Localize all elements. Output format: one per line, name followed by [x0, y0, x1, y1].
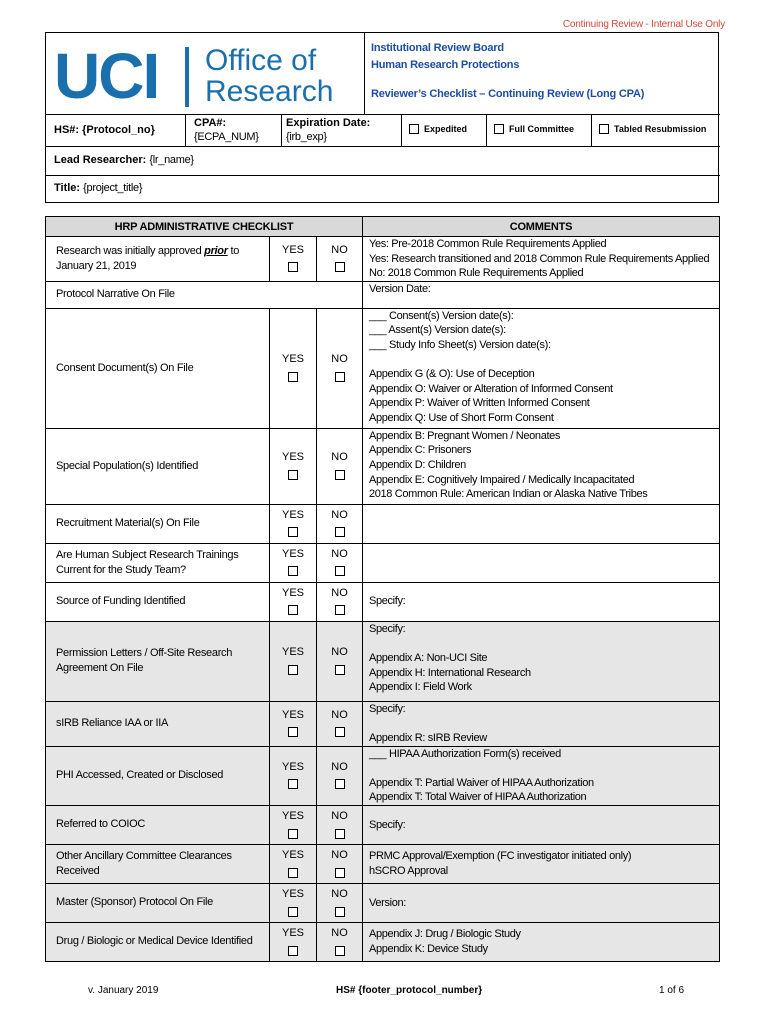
- checklist-header-row: [46, 217, 720, 237]
- question-text: Are Human Subject Research Trainings Current for the Study Team?: [56, 548, 239, 576]
- title-value[interactable]: {project_title}: [83, 182, 143, 194]
- expedited-label: Expedited: [424, 124, 468, 134]
- yes-label: YES: [281, 586, 304, 599]
- comment-line: Version Date:: [369, 282, 431, 295]
- checklist-row: [46, 504, 720, 543]
- checklist-question: [46, 428, 270, 504]
- logo-office-line2: Research: [205, 75, 334, 108]
- form-title: Reviewer’s Checklist – Continuing Review (Long CPA): [371, 88, 645, 100]
- comment-line: PRMC Approval/Exemption (FC investigator initiated only): [369, 850, 632, 863]
- no-checkbox[interactable]: [335, 829, 345, 839]
- yes-cell[interactable]: [270, 922, 317, 961]
- checklist-row: [46, 805, 720, 844]
- hrp-checklist-table: [45, 216, 720, 962]
- comment-line: Specify:: [369, 622, 406, 635]
- comments-cell[interactable]: [363, 746, 720, 805]
- comments-cell[interactable]: [363, 237, 720, 282]
- checklist-row: [46, 582, 720, 621]
- logo-office-text: [205, 45, 333, 107]
- checklist-question: [46, 621, 270, 701]
- no-cell[interactable]: [317, 883, 363, 922]
- comments-cell[interactable]: [363, 621, 720, 701]
- lead-researcher-value[interactable]: {lr_name}: [149, 154, 194, 166]
- comment-line: Yes: Research transitioned and 2018 Common Rule Requirements Applied: [369, 252, 710, 265]
- irb-name: Institutional Review Board: [371, 42, 504, 54]
- yes-label: YES: [281, 353, 304, 366]
- yes-label: YES: [281, 760, 304, 773]
- review-type-tabled-resubmission[interactable]: [591, 115, 720, 146]
- comments-cell[interactable]: [363, 883, 720, 922]
- yes-checkbox[interactable]: [288, 605, 298, 615]
- full-committee-checkbox[interactable]: [494, 124, 504, 134]
- no-checkbox[interactable]: [335, 868, 345, 878]
- no-label: NO: [331, 926, 348, 939]
- no-cell[interactable]: [317, 844, 363, 883]
- yes-checkbox[interactable]: [288, 868, 298, 878]
- yes-label: YES: [281, 243, 304, 256]
- yes-cell[interactable]: [270, 543, 317, 582]
- yes-checkbox[interactable]: [288, 566, 298, 576]
- comment-line: Appendix R: sIRB Review: [369, 731, 487, 744]
- yes-checkbox[interactable]: [288, 372, 298, 382]
- no-checkbox[interactable]: [335, 262, 345, 272]
- title-field: [54, 182, 142, 194]
- yes-cell[interactable]: [270, 504, 317, 543]
- question-text: Research was initially approved: [56, 244, 205, 257]
- expiration-cell: [281, 115, 401, 146]
- comments-cell[interactable]: [363, 805, 720, 844]
- no-label: NO: [331, 887, 348, 900]
- no-cell[interactable]: [317, 922, 363, 961]
- comment-line: Appendix H: International Research: [369, 666, 531, 679]
- checklist-row: [46, 308, 720, 428]
- cpa-cell: [185, 115, 281, 146]
- question-text: Permission Letters / Off-Site Research Agreement On File: [56, 647, 233, 675]
- id-row: [46, 114, 720, 146]
- irb-department: Human Research Protections: [371, 59, 520, 71]
- title-label: Title:: [54, 182, 81, 194]
- checklist-column-header: HRP ADMINISTRATIVE CHECKLIST: [46, 217, 363, 237]
- comment-line: Appendix T: Total Waiver of HIPAA Authorization: [369, 791, 587, 804]
- comment-line: Appendix A: Non-UCI Site: [369, 651, 488, 664]
- comment-line: Appendix G (& O): Use of Deception: [369, 368, 535, 381]
- checklist-row: [46, 701, 720, 746]
- yes-label: YES: [281, 926, 304, 939]
- title-row: [46, 175, 720, 203]
- header-block: [45, 32, 719, 203]
- yes-cell[interactable]: [270, 844, 317, 883]
- expiration-value[interactable]: {irb_exp}: [286, 131, 327, 143]
- yes-cell[interactable]: [270, 428, 317, 504]
- comment-line: [369, 716, 719, 731]
- no-label: NO: [331, 646, 348, 659]
- no-checkbox[interactable]: [335, 470, 345, 480]
- yes-checkbox[interactable]: [288, 262, 298, 272]
- full-committee-label: Full Committee: [509, 124, 575, 134]
- comment-line: Appendix B: Pregnant Women / Neonates: [369, 429, 561, 442]
- question-text: PHI Accessed, Created or Disclosed: [56, 769, 224, 782]
- no-checkbox[interactable]: [335, 527, 345, 537]
- checklist-row: [46, 883, 720, 922]
- comment-line: Appendix I: Field Work: [369, 681, 472, 694]
- checklist-row: [46, 428, 720, 504]
- comment-line: Version:: [369, 896, 406, 909]
- comment-line: Appendix P: Waiver of Written Informed Consent: [369, 397, 590, 410]
- yes-checkbox[interactable]: [288, 946, 298, 956]
- comment-line: 2018 Common Rule: American Indian or Alaska Native Tribes: [369, 488, 648, 501]
- lead-researcher-row: [46, 146, 720, 175]
- yes-label: YES: [281, 708, 304, 721]
- comment-line: [369, 353, 719, 368]
- comment-line: Appendix D: Children: [369, 458, 466, 471]
- yes-cell[interactable]: [270, 308, 317, 428]
- tabled-resubmission-label: Tabled Resubmission: [614, 124, 707, 134]
- lead-researcher-label: Lead Researcher:: [54, 154, 147, 166]
- comment-line: [369, 761, 719, 776]
- hs-field: [54, 124, 155, 136]
- comment-line: Appendix Q: Use of Short Form Consent: [369, 411, 554, 424]
- no-checkbox[interactable]: [335, 946, 345, 956]
- no-label: NO: [331, 353, 348, 366]
- question-text: Consent Document(s) On File: [56, 361, 194, 374]
- no-cell[interactable]: [317, 621, 363, 701]
- yes-label: YES: [281, 508, 304, 521]
- expiration-label: Expiration Date:: [286, 117, 371, 129]
- yes-cell[interactable]: [270, 746, 317, 805]
- hs-label: HS#:: [54, 124, 80, 136]
- question-text: Source of Funding Identified: [56, 595, 186, 608]
- comment-line: [369, 636, 719, 651]
- comment-line: Appendix C: Prisoners: [369, 444, 472, 457]
- question-text: Special Population(s) Identified: [56, 459, 199, 472]
- no-label: NO: [331, 708, 348, 721]
- no-label: NO: [331, 547, 348, 560]
- yes-label: YES: [281, 848, 304, 861]
- expedited-checkbox[interactable]: [409, 124, 419, 134]
- checklist-question: [46, 543, 270, 582]
- no-cell[interactable]: [317, 582, 363, 621]
- yes-cell[interactable]: [270, 621, 317, 701]
- comments-cell[interactable]: [363, 281, 720, 308]
- question-emphasis: prior: [204, 244, 228, 257]
- comment-line: Specify:: [369, 818, 406, 831]
- no-checkbox[interactable]: [335, 372, 345, 382]
- no-cell[interactable]: [317, 701, 363, 746]
- yes-cell[interactable]: [270, 701, 317, 746]
- no-cell[interactable]: [317, 746, 363, 805]
- comment-line: Specify:: [369, 595, 406, 608]
- yes-cell[interactable]: [270, 805, 317, 844]
- footer-hs-number: HS# {footer_protocol_number}: [336, 985, 483, 996]
- checklist-question: [46, 281, 363, 308]
- checklist-row: [46, 844, 720, 883]
- comment-line: Specify:: [369, 702, 406, 715]
- comment-line: Yes: Pre-2018 Common Rule Requirements Applied: [369, 238, 607, 250]
- question-text: Other Ancillary Committee Clearances Received: [56, 849, 232, 877]
- logo-uci-text: UCI: [54, 40, 159, 112]
- checklist-question: [46, 308, 270, 428]
- comment-line: Appendix E: Cognitively Impaired / Medically Incapacitated: [369, 473, 635, 486]
- checklist-question: [46, 883, 270, 922]
- yes-checkbox[interactable]: [288, 727, 298, 737]
- checklist-question: [46, 746, 270, 805]
- comment-line: ___ HIPAA Authorization Form(s) received: [369, 747, 561, 760]
- irb-title-block: [364, 33, 720, 114]
- checklist-question: [46, 701, 270, 746]
- checklist-row: [46, 621, 720, 701]
- no-label: NO: [331, 586, 348, 599]
- no-label: NO: [331, 508, 348, 521]
- yes-cell[interactable]: [270, 237, 317, 282]
- yes-label: YES: [281, 451, 304, 464]
- comments-cell[interactable]: [363, 428, 720, 504]
- yes-label: YES: [281, 646, 304, 659]
- comments-column-header: COMMENTS: [363, 217, 720, 237]
- no-cell[interactable]: [317, 308, 363, 428]
- no-label: NO: [331, 809, 348, 822]
- checklist-row: [46, 746, 720, 805]
- uci-office-of-research-logo: [46, 33, 364, 114]
- no-cell[interactable]: [317, 504, 363, 543]
- cpa-label: CPA#:: [194, 117, 227, 129]
- checklist-question: [46, 805, 270, 844]
- question-text: sIRB Reliance IAA or IIA: [56, 717, 169, 730]
- logo-office-line1: Office of: [205, 44, 317, 77]
- review-type-expedited[interactable]: [401, 115, 486, 146]
- checklist-row: [46, 543, 720, 582]
- no-cell[interactable]: [317, 805, 363, 844]
- comments-cell[interactable]: [363, 308, 720, 428]
- no-checkbox[interactable]: [335, 727, 345, 737]
- comment-line: No: 2018 Common Rule Requirements Applied: [369, 267, 584, 280]
- question-text: Referred to COIOC: [56, 818, 146, 831]
- no-label: NO: [331, 760, 348, 773]
- comments-cell[interactable]: [363, 582, 720, 621]
- tabled-resubmission-checkbox[interactable]: [599, 124, 609, 134]
- comment-line: Appendix J: Drug / Biologic Study: [369, 928, 521, 941]
- checklist-question: [46, 844, 270, 883]
- checklist-row: [46, 281, 720, 308]
- yes-cell[interactable]: [270, 582, 317, 621]
- no-label: NO: [331, 848, 348, 861]
- no-checkbox[interactable]: [335, 665, 345, 675]
- comment-line: Appendix T: Partial Waiver of HIPAA Authorization: [369, 776, 594, 789]
- no-cell[interactable]: [317, 428, 363, 504]
- no-label: NO: [331, 243, 348, 256]
- checklist-question: [46, 237, 270, 282]
- comment-line: ___ Assent(s) Version date(s):: [369, 324, 506, 337]
- checklist-row: [46, 922, 720, 961]
- question-text: Recruitment Material(s) On File: [56, 517, 200, 530]
- question-text: Protocol Narrative On File: [56, 288, 175, 301]
- hs-value[interactable]: {Protocol_no}: [82, 124, 155, 136]
- no-checkbox[interactable]: [335, 907, 345, 917]
- comments-cell[interactable]: [363, 543, 720, 582]
- comments-cell[interactable]: [363, 504, 720, 543]
- no-checkbox[interactable]: [335, 566, 345, 576]
- checklist-question: [46, 504, 270, 543]
- lead-researcher-field: [54, 154, 194, 166]
- checklist-question: [46, 922, 270, 961]
- footer-page-number: 1 of 6: [659, 985, 685, 996]
- no-label: NO: [331, 451, 348, 464]
- yes-checkbox[interactable]: [288, 829, 298, 839]
- no-cell[interactable]: [317, 237, 363, 282]
- checklist-row: [46, 237, 720, 282]
- yes-checkbox[interactable]: [288, 907, 298, 917]
- no-cell[interactable]: [317, 543, 363, 582]
- question-text: Master (Sponsor) Protocol On File: [56, 896, 213, 909]
- yes-checkbox[interactable]: [288, 470, 298, 480]
- internal-use-note: Continuing Review - Internal Use Only: [562, 19, 725, 30]
- cpa-value[interactable]: {ECPA_NUM}: [194, 131, 259, 143]
- question-text: Drug / Biologic or Medical Device Identified: [56, 935, 253, 948]
- comment-line: Appendix O: Waiver or Alteration of Informed Consent: [369, 382, 613, 395]
- yes-label: YES: [281, 547, 304, 560]
- yes-label: YES: [281, 887, 304, 900]
- comment-line: hSCRO Approval: [369, 864, 448, 877]
- comments-cell[interactable]: [363, 844, 720, 883]
- no-checkbox[interactable]: [335, 605, 345, 615]
- checklist-question: [46, 582, 270, 621]
- comment-line: ___ Study Info Sheet(s) Version date(s):: [369, 338, 551, 351]
- comment-line: Appendix K: Device Study: [369, 942, 488, 955]
- logo-divider: [185, 47, 189, 107]
- yes-checkbox[interactable]: [288, 779, 298, 789]
- yes-label: YES: [281, 809, 304, 822]
- question-text: to January 21, 2019: [56, 244, 240, 272]
- review-type-full-committee[interactable]: [486, 115, 591, 146]
- comment-line: ___ Consent(s) Version date(s):: [369, 309, 514, 322]
- yes-cell[interactable]: [270, 883, 317, 922]
- no-checkbox[interactable]: [335, 779, 345, 789]
- comments-cell[interactable]: [363, 922, 720, 961]
- yes-checkbox[interactable]: [288, 527, 298, 537]
- footer-version: v. January 2019: [88, 985, 159, 996]
- comments-cell[interactable]: [363, 701, 720, 746]
- yes-checkbox[interactable]: [288, 665, 298, 675]
